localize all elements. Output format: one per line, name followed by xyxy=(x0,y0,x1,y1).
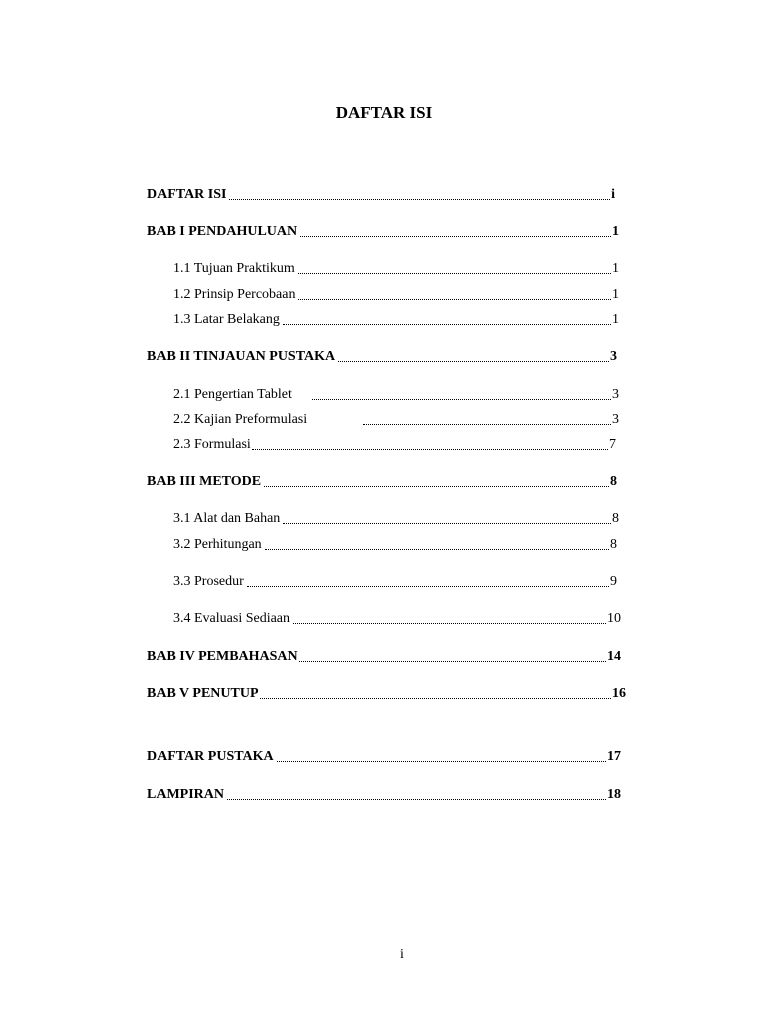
toc-entry-3-4[interactable] xyxy=(173,610,621,628)
toc-entry-page: 7 xyxy=(609,437,616,452)
toc-entry-3-3[interactable] xyxy=(173,573,617,591)
page-number: i xyxy=(400,947,404,962)
toc-entry-page: 1 xyxy=(612,287,619,302)
toc-entry-label: 3.4 Evaluasi Sediaan xyxy=(173,611,291,626)
dot-leader xyxy=(252,449,608,450)
toc-entry-page: 9 xyxy=(610,574,617,589)
dot-leader xyxy=(312,399,611,400)
toc-entry-label: 2.3 Formulasi xyxy=(173,437,251,452)
toc-entry-2-1[interactable] xyxy=(173,386,619,404)
toc-entry-1-2[interactable] xyxy=(173,286,619,304)
toc-entry-label: 3.3 Prosedur xyxy=(173,574,244,589)
toc-entry-1-3[interactable] xyxy=(173,311,619,329)
dot-leader xyxy=(247,586,609,587)
toc-entry-label: 3.1 Alat dan Bahan xyxy=(173,511,281,526)
dot-leader xyxy=(229,199,610,200)
toc-entry-page: 3 xyxy=(612,387,619,402)
dot-leader xyxy=(277,761,606,762)
page-title: DAFTAR ISI xyxy=(335,103,433,122)
toc-entry-label: 2.2 Kajian Preformulasi xyxy=(173,412,308,427)
toc-entry-page: 17 xyxy=(607,749,621,764)
toc-entry-page: 8 xyxy=(610,474,617,489)
toc-entry-bab-5[interactable] xyxy=(147,685,626,703)
toc-entry-page: 1 xyxy=(612,261,619,276)
toc-entry-1-1[interactable] xyxy=(173,260,619,278)
dot-leader xyxy=(264,486,609,487)
toc-entry-page: 18 xyxy=(607,787,621,802)
dot-leader xyxy=(260,698,611,699)
toc-entry-daftar-pustaka[interactable] xyxy=(147,748,621,766)
toc-entry-2-3[interactable] xyxy=(173,436,616,454)
toc-entry-lampiran[interactable] xyxy=(147,786,621,804)
dot-leader xyxy=(299,661,606,662)
dot-leader xyxy=(338,361,609,362)
toc-entry-label: 1.2 Prinsip Percobaan xyxy=(173,287,296,302)
toc-entry-label: BAB III METODE xyxy=(147,474,262,489)
toc-entry-label: BAB IV PEMBAHASAN xyxy=(147,649,298,664)
dot-leader xyxy=(283,324,611,325)
toc-entry-bab-4[interactable] xyxy=(147,648,621,666)
toc-entry-page: 16 xyxy=(612,686,626,701)
toc-entry-label: 2.1 Pengertian Tablet xyxy=(173,387,292,402)
toc-entry-page: 1 xyxy=(612,224,619,239)
toc-entry-page: 14 xyxy=(607,649,621,664)
dot-leader xyxy=(363,424,611,425)
toc-entry-label: DAFTAR PUSTAKA xyxy=(147,749,274,764)
toc-entry-page: 10 xyxy=(607,611,621,626)
toc-entry-bab-2[interactable] xyxy=(147,348,617,366)
toc-entry-2-2[interactable] xyxy=(173,411,619,429)
dot-leader xyxy=(298,273,611,274)
toc-entry-page: 3 xyxy=(612,412,619,427)
toc-entry-page: i xyxy=(611,187,615,202)
toc-entry-label: 1.1 Tujuan Praktikum xyxy=(173,261,295,276)
toc-entry-page: 3 xyxy=(610,349,617,364)
toc-entry-3-1[interactable] xyxy=(173,510,619,528)
dot-leader xyxy=(300,236,611,237)
toc-entry-label: BAB V PENUTUP xyxy=(147,686,259,701)
toc-entry-label: DAFTAR ISI xyxy=(147,187,227,202)
toc-entry-page: 8 xyxy=(610,537,617,552)
toc-entry-label: 3.2 Perhitungan xyxy=(173,537,262,552)
toc-entry-page: 1 xyxy=(612,312,619,327)
toc-entry-label: BAB II TINJAUAN PUSTAKA xyxy=(147,349,336,364)
toc-entry-label: LAMPIRAN xyxy=(147,787,224,802)
toc-entry-page: 8 xyxy=(612,511,619,526)
dot-leader xyxy=(293,623,606,624)
toc-entry-bab-3[interactable] xyxy=(147,473,617,491)
toc-entry-label: 1.3 Latar Belakang xyxy=(173,312,280,327)
toc-entry-bab-1[interactable] xyxy=(147,223,619,241)
toc-entry-3-2[interactable] xyxy=(173,536,617,554)
toc-entry-daftar-isi[interactable] xyxy=(147,186,615,204)
dot-leader xyxy=(298,299,611,300)
dot-leader xyxy=(283,523,611,524)
dot-leader xyxy=(227,799,606,800)
toc-entry-label: BAB I PENDAHULUAN xyxy=(147,224,298,239)
dot-leader xyxy=(265,549,609,550)
